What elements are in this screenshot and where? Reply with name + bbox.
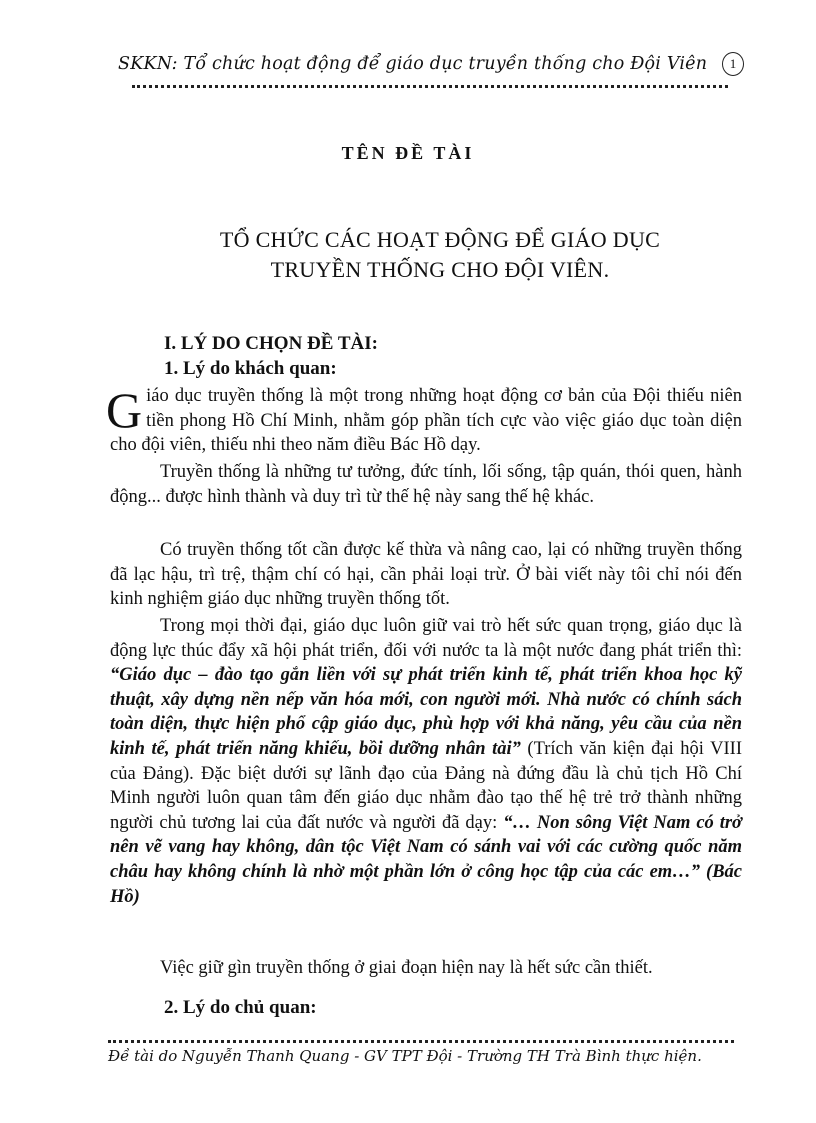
drop-cap: G — [106, 382, 143, 438]
title-label: TÊN ĐỀ TÀI — [341, 143, 475, 163]
header-dotted-rule — [132, 85, 728, 88]
paragraph-4-middle: (Trích văn kiện đại hội VIII của Đảng). Đặc biệt dưới sự lãnh đạo của Đảng nà đứng đầu là chủ tịch Hồ Chí Minh người luôn quan tâm đến giáo dục nhằm đào tạo thế hệ trẻ trở thành những người chủ tương lai của đất nước và người đã dạy: — [110, 738, 742, 833]
paragraph-4 — [110, 614, 742, 909]
running-title: SKKN: Tổ chức hoạt động để giáo dục truyền thống cho Đội Viên — [118, 54, 708, 74]
document-title — [130, 225, 750, 285]
document-title-line-1: TỔ CHỨC CÁC HOẠT ĐỘNG ĐỂ GIÁO DỤC — [219, 227, 661, 252]
section-heading: I. LÝ DO CHỌN ĐỀ TÀI: — [164, 333, 378, 354]
footer-dotted-rule — [108, 1040, 734, 1043]
paragraph-1 — [106, 382, 742, 458]
paragraph-4-intro: Trong mọi thời đại, giáo dục luôn giữ vai trò hết sức quan trọng, giáo dục là động lực thúc đẩy xã hội phát triển, đối với nước ta là một nước đang phát triển thì: — [110, 616, 742, 661]
subsection-heading-subjective: 2. Lý do chủ quan: — [164, 997, 317, 1018]
paragraph-5-text: Việc giữ gìn truyền thống ở giai đoạn hiện nay là hết sức cần thiết. — [160, 958, 653, 978]
paragraph-3-text: Có truyền thống tốt cần được kế thừa và nâng cao, lại có những truyền thống đã lạc hậu, trì trệ, thậm chí có hại, cần phải loại trừ. Ở bài viết này tôi chỉ nói đến kinh nghiệm giáo dục những truyền thống tốt. — [110, 540, 742, 610]
footer-credit: Đề tài do Nguyễn Thanh Quang - GV TPT Đội - Trường TH Trà Bình thực hiện. — [108, 1047, 702, 1065]
quote-party-congress: “Giáo dục – đào tạo gắn liền với sự phát triển kinh tế, phát triển khoa học kỹ thuật, xây dựng nền nếp văn hóa mới, con người mới. Nhà nước có chính sách toàn diện, thực hiện phổ cập giáo dục, phù hợp với khả năng, yêu cầu của nền kinh tế, phát triển năng khiếu, bồi dưỡng nhân tài” — [110, 665, 742, 759]
subsection-heading-objective: 1. Lý do khách quan: — [164, 358, 337, 379]
document-title-line-2: TRUYỀN THỐNG CHO ĐỘI VIÊN. — [270, 257, 610, 282]
page-number: 1 — [722, 52, 744, 76]
paragraph-5 — [110, 956, 742, 981]
running-header — [118, 54, 740, 74]
paragraph-2 — [110, 460, 742, 509]
quote-uncle-ho: “… Non sông Việt Nam có trở nên vẽ vang hay không, dân tộc Việt Nam có sánh vai với các cường quốc năm châu hay không chính là nhờ một phần lớn ở công học tập của các em…” (Bác Hồ) — [110, 812, 742, 907]
paragraph-1-text: iáo dục truyền thống là một trong những hoạt động cơ bản của Đội thiếu niên tiền phong Hồ Chí Minh, nhằm góp phần tích cực vào việc giáo dục toàn diện cho đội viên, thiếu nhi theo năm điều Bác Hồ dạy. — [110, 386, 742, 456]
paragraph-3 — [110, 538, 742, 612]
paragraph-2-text: Truyền thống là những tư tưởng, đức tính, lối sống, tập quán, thói quen, hành động... được hình thành và duy trì từ thế hệ này sang thế hệ khác. — [110, 462, 742, 507]
paragraph-4-text — [110, 614, 742, 909]
